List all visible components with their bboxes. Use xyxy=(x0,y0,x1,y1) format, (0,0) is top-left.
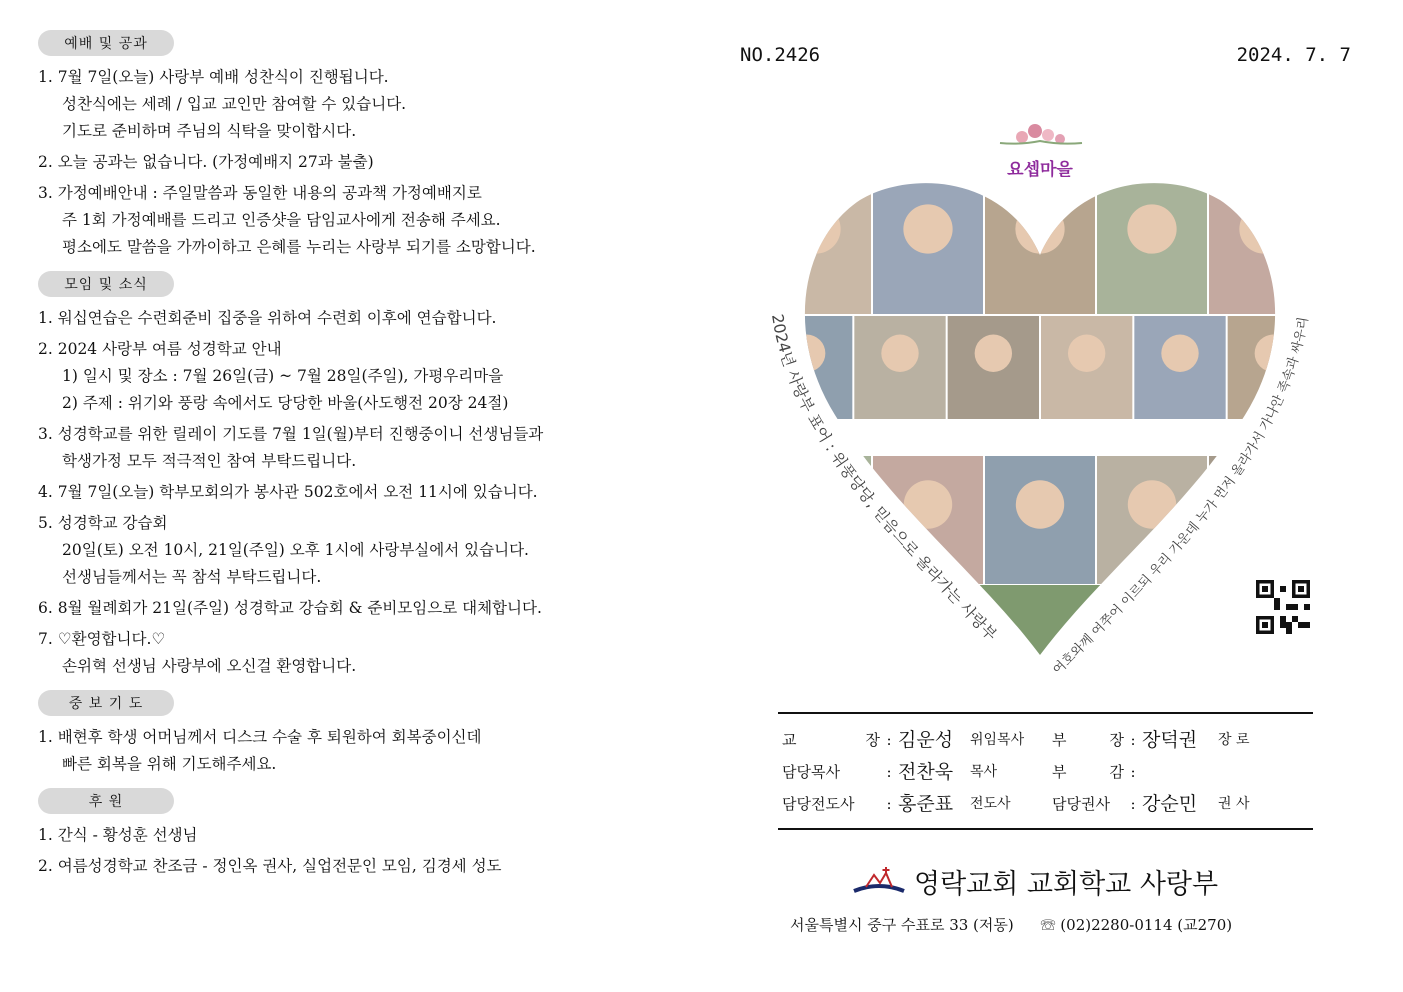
section xyxy=(38,788,658,880)
list-item xyxy=(38,305,658,332)
motto-arc: 2024년 사랑부 표어 : 위풍당당, 믿음으로 올라가는 사랑부 xyxy=(768,312,1001,645)
list-item xyxy=(38,479,658,506)
colon: : xyxy=(1130,763,1136,781)
list-item xyxy=(38,149,658,176)
section xyxy=(38,690,658,778)
church-brand xyxy=(852,862,1218,901)
member-photo xyxy=(1209,176,1319,314)
role-label: 부 장 xyxy=(1052,731,1124,749)
church-logo-icon xyxy=(852,867,906,897)
person-name: 홍준표 xyxy=(898,793,954,815)
person-title: 장 로 xyxy=(1218,732,1250,748)
list-item xyxy=(38,822,658,849)
item-subline: 빠른 회복을 위해 기도해주세요. xyxy=(62,755,277,773)
item-line: 6. 8월 월례회가 21일(주일) 성경학교 강습회 & 준비모임으로 대체합니다. xyxy=(38,599,542,617)
list-item xyxy=(38,626,658,680)
photo-grid xyxy=(760,176,1320,690)
item-line: 2. 2024 사랑부 여름 성경학교 안내 xyxy=(38,340,282,358)
qr-code[interactable] xyxy=(1256,580,1310,634)
role-label: 담당전도사 xyxy=(782,795,855,813)
colon: : xyxy=(886,795,892,813)
item-line: 2. 오늘 공과는 없습니다. (가정예배지 27과 불출) xyxy=(38,153,374,171)
list-item xyxy=(38,336,658,417)
section-heading: 예배 및 공과 xyxy=(38,30,174,56)
person-title: 전도사 xyxy=(970,796,1011,812)
role-label: 부 감 xyxy=(1052,763,1124,781)
staff-row xyxy=(778,724,1313,756)
member-face xyxy=(1240,480,1288,528)
item-subline: 기도로 준비하며 주님의 식탁을 맞이합시다. xyxy=(62,122,357,140)
member-face xyxy=(881,335,918,372)
photo-heart xyxy=(760,115,1320,690)
item-subline: 선생님들께서는 꼭 참석 부탁드립니다. xyxy=(62,568,322,586)
member-face xyxy=(1239,204,1288,253)
colon: : xyxy=(1130,795,1136,813)
issue-date: 2024. 7. 7 xyxy=(1236,44,1351,66)
staff-table xyxy=(778,712,1313,830)
item-subline: 손위혁 선생님 사랑부에 오신걸 환영합니다. xyxy=(62,657,357,675)
person-title: 목사 xyxy=(970,764,998,780)
heart-title: 요셉마을 xyxy=(1007,160,1073,180)
item-line: 1. 7월 7일(오늘) 사랑부 예배 성찬식이 진행됩니다. xyxy=(38,68,389,86)
heart-graphic xyxy=(760,115,1320,690)
item-line: 5. 성경학교 강습회 xyxy=(38,514,168,532)
person-name xyxy=(1142,756,1218,788)
group-photo xyxy=(760,585,1320,690)
section-heading: 모임 및 소식 xyxy=(38,271,174,297)
item-subline: 평소에도 말씀을 가까이하고 은혜를 누리는 사랑부 되기를 소망합니다. xyxy=(62,238,536,256)
list-item xyxy=(38,510,658,591)
person-name: 김운성 xyxy=(898,729,954,751)
left-column xyxy=(38,30,658,890)
list-item xyxy=(38,180,658,261)
section-heading: 후 원 xyxy=(38,788,174,814)
item-line: 3. 가정예배안내 : 주일말씀과 동일한 내용의 공과책 가정예배지로 xyxy=(38,184,482,202)
member-face xyxy=(791,204,840,253)
person-name: 강순민 xyxy=(1142,793,1198,815)
section xyxy=(38,30,658,261)
item-subline: 20일(토) 오전 10시, 21일(주일) 오후 1시에 사랑부실에서 있습니다. xyxy=(62,541,529,559)
church-name: 영락교회 교회학교 사랑부 xyxy=(914,869,1219,900)
item-line: 1. 간식 - 황성훈 선생님 xyxy=(38,826,198,844)
member-face xyxy=(903,204,952,253)
member-face xyxy=(1016,480,1064,528)
issue-number: NO.2426 xyxy=(740,44,821,66)
person-name: 장덕권 xyxy=(1142,729,1198,751)
list-item xyxy=(38,595,658,622)
member-face xyxy=(904,480,952,528)
role-label: 담당목사 xyxy=(782,763,840,781)
member-face xyxy=(1015,204,1064,253)
list-item xyxy=(38,724,658,778)
member-photo xyxy=(985,176,1095,314)
member-face xyxy=(975,335,1012,372)
member-face xyxy=(1068,335,1105,372)
item-subline: 성찬식에는 세례 / 입교 교인만 참여할 수 있습니다. xyxy=(62,95,407,113)
item-subline: 학생가정 모두 적극적인 참여 부탁드립니다. xyxy=(62,452,357,470)
role-label: 담당권사 xyxy=(1052,795,1110,813)
list-item xyxy=(38,64,658,145)
item-subline: 주 1회 가정예배를 드리고 인증샷을 담임교사에게 전송해 주세요. xyxy=(62,211,501,229)
flower-ornament xyxy=(1000,124,1082,144)
member-face xyxy=(1127,204,1176,253)
list-item xyxy=(38,853,658,880)
section xyxy=(38,271,658,680)
person-title: 위임목사 xyxy=(970,732,1025,748)
member-face xyxy=(1128,480,1176,528)
item-line: 2. 여름성경학교 찬조금 - 정인옥 권사, 실업전문인 모임, 김경세 성도 xyxy=(38,857,502,875)
staff-row xyxy=(778,756,1313,788)
item-subline: 2) 주제 : 위기와 풍랑 속에서도 당당한 바울(사도행전 20장 24절) xyxy=(62,394,509,412)
member-face xyxy=(1161,335,1198,372)
item-line: 1. 워십연습은 수련회준비 집중을 위하여 수련회 이후에 연습합니다. xyxy=(38,309,497,327)
member-photo xyxy=(761,176,871,314)
section-heading: 중 보 기 도 xyxy=(38,690,174,716)
right-column xyxy=(700,0,1403,992)
church-address: 서울특별시 중구 수표로 33 (저동) xyxy=(790,916,1014,934)
colon: : xyxy=(1130,731,1136,749)
church-address-line xyxy=(790,914,1232,935)
item-line: 7. ♡환영합니다.♡ xyxy=(38,630,166,648)
list-item xyxy=(38,421,658,475)
item-line: 4. 7월 7일(오늘) 학부모회의가 봉사관 502호에서 오전 11시에 있습니다. xyxy=(38,483,538,501)
staff-row xyxy=(778,788,1313,820)
item-line: 1. 배현후 학생 어머님께서 디스크 수술 후 퇴원하여 회복중이신데 xyxy=(38,728,482,746)
item-line: 3. 성경학교를 위한 릴레이 기도를 7월 1일(월)부터 진행중이니 선생님들과 xyxy=(38,425,544,443)
item-subline: 1) 일시 및 장소 : 7월 26일(금) ~ 7월 28일(주일), 가평우리마을 xyxy=(62,367,504,385)
member-face xyxy=(792,480,840,528)
role-label: 교 장 xyxy=(782,731,880,749)
member-photo xyxy=(1209,456,1319,584)
person-name: 전찬욱 xyxy=(898,761,954,783)
colon: : xyxy=(886,763,892,781)
colon: : xyxy=(886,731,892,749)
person-title: 권 사 xyxy=(1218,796,1250,812)
verse-arc: 여호와께 여쭈어 이르되 우리 가운데 누가 먼저 올라가서 가나안 족속과 싸우리 xyxy=(1050,315,1312,678)
church-phone: ☏ (02)2280-0114 (교270) xyxy=(1040,916,1233,934)
